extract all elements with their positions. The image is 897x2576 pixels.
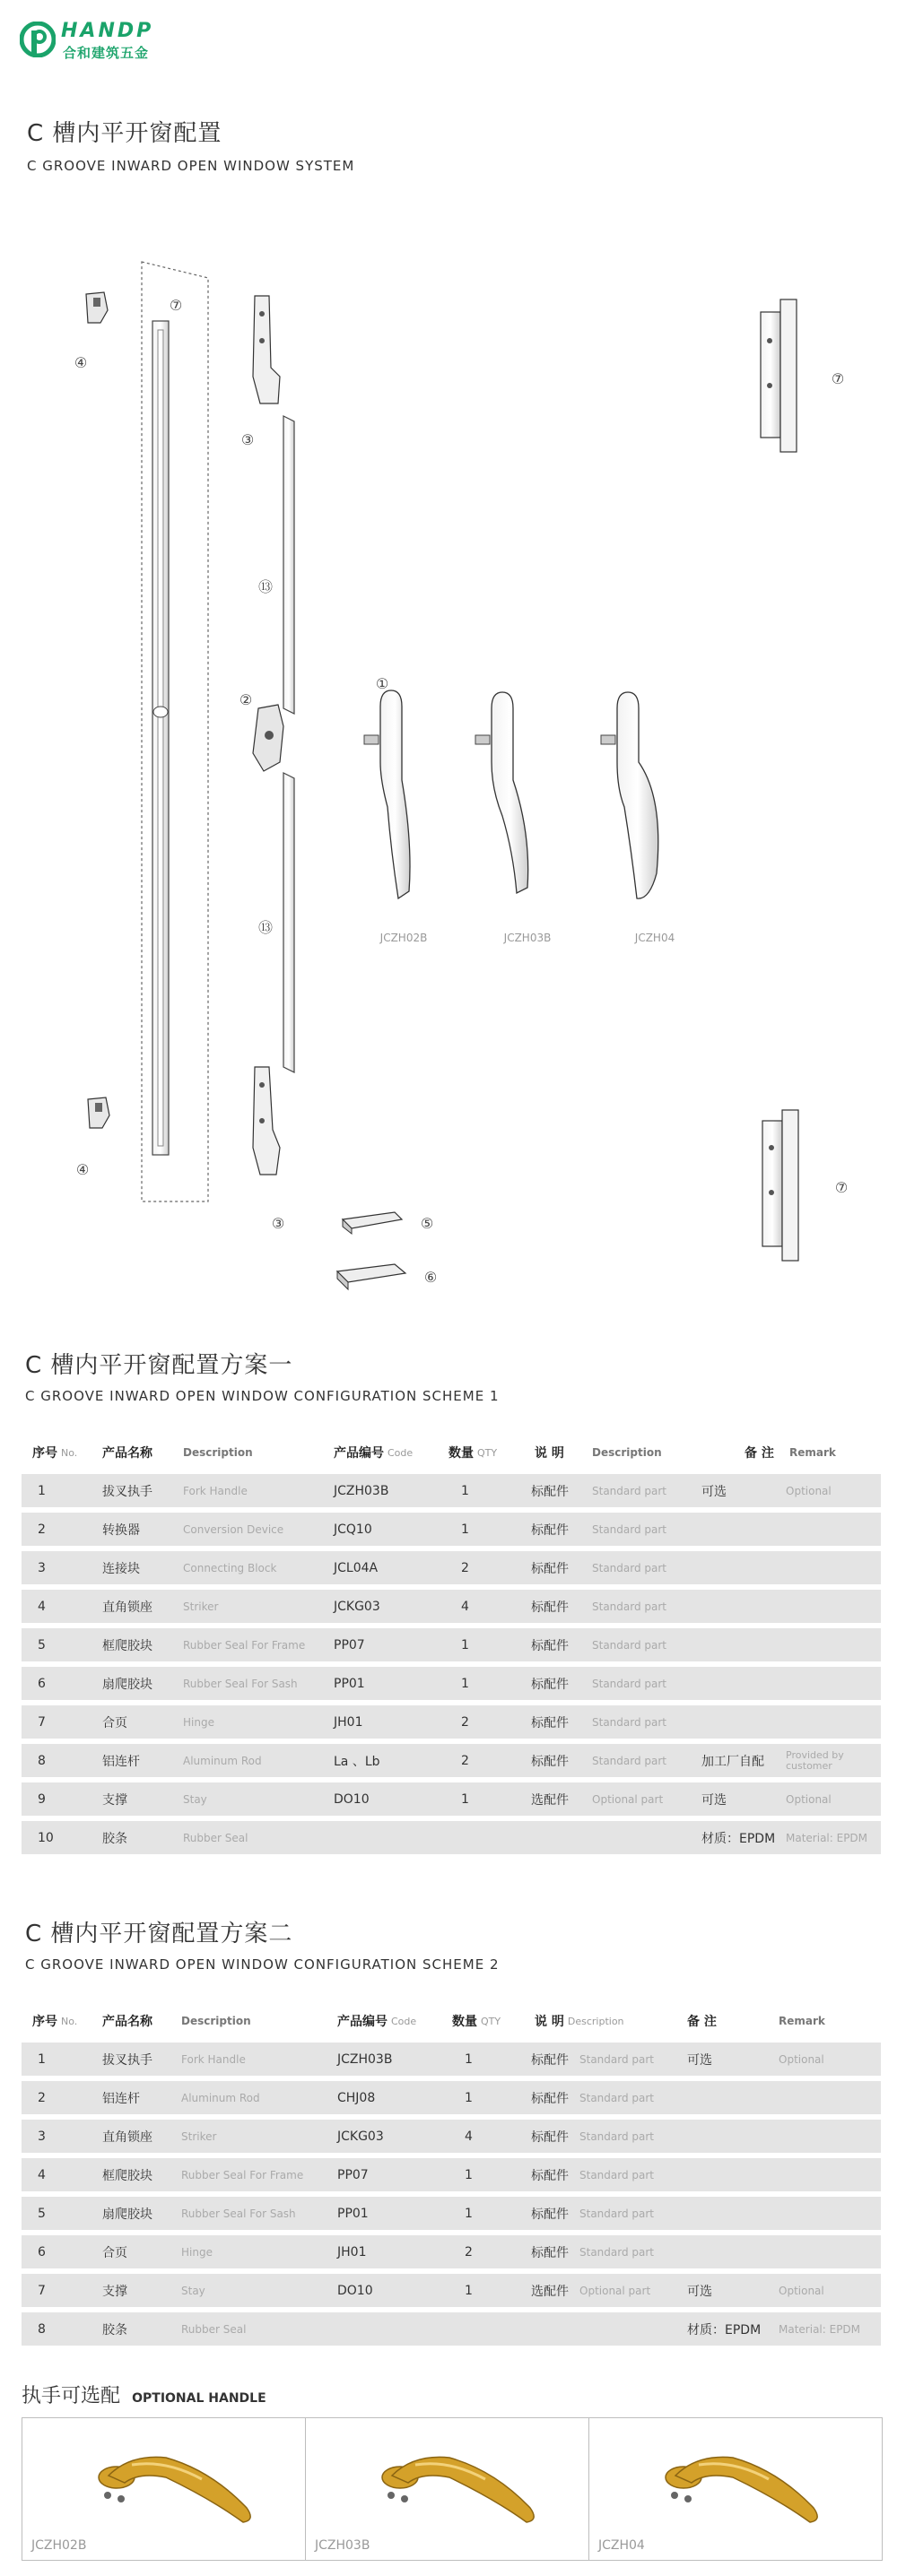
cell-remark_en: Optional <box>779 2052 824 2066</box>
cell-name: 扇爬胶块 <box>102 1677 152 1692</box>
cell-name: 框爬胶块 <box>102 1638 152 1653</box>
cell-desc: Rubber Seal <box>183 1831 248 1844</box>
cell-spec_en: Standard part <box>592 1484 667 1497</box>
cell-remark: 材质：EPDM <box>701 1831 776 1846</box>
gold-handle-icon <box>598 2422 867 2538</box>
callout-4-bottom: ④ <box>75 1161 90 1178</box>
cell-name: 支撑 <box>102 1792 127 1808</box>
header-code: 产品编号 Code <box>334 1446 414 1461</box>
cell-spec_en: Standard part <box>579 2052 655 2066</box>
cell-qty: 1 <box>461 1522 469 1537</box>
cell-spec_en: Standard part <box>592 1600 667 1613</box>
cell-code: PP01 <box>337 2206 369 2221</box>
cell-spec_en: Standard part <box>579 2129 655 2143</box>
cell-desc: Fork Handle <box>181 2052 246 2066</box>
cell-spec_en: Standard part <box>592 1754 667 1767</box>
table-row <box>22 1474 881 1507</box>
cell-remark_en: Optional <box>786 1792 832 1806</box>
table-row <box>22 1667 881 1700</box>
optional-handle-card <box>305 2417 590 2561</box>
cell-spec: 标配件 <box>531 1715 569 1730</box>
cell-name: 拔叉执手 <box>102 1484 152 1499</box>
cell-desc: Rubber Seal <box>181 2322 247 2336</box>
handle-caption: JCZH04 <box>634 932 675 944</box>
callout-4-top: ④ <box>74 354 88 371</box>
cell-no: 8 <box>38 2321 46 2337</box>
cell-no: 4 <box>38 2167 46 2182</box>
table-row <box>22 1551 881 1584</box>
cell-desc: Rubber Seal For Frame <box>183 1638 306 1652</box>
cell-code: PP01 <box>334 1676 365 1691</box>
sash-outline <box>142 262 208 1201</box>
handle-caption: JCZH02B <box>379 932 428 944</box>
cell-qty: 1 <box>465 2167 473 2182</box>
hinge-top-part <box>761 299 797 452</box>
cell-qty: 1 <box>465 2051 473 2067</box>
cell-code: JCZH03B <box>337 2051 393 2067</box>
callout-13-bottom: ⑬ <box>257 919 274 936</box>
header-name: 产品名称 <box>102 2015 152 2029</box>
cell-no: 2 <box>38 2090 46 2105</box>
cell-remark: 可选 <box>701 1792 727 1808</box>
callout-1: ① <box>375 675 389 692</box>
optional-handle-caption: JCZH02B <box>31 2538 87 2553</box>
scheme2-table <box>22 2005 881 2351</box>
cell-qty: 1 <box>461 1676 469 1691</box>
cell-spec_en: Standard part <box>592 1677 667 1690</box>
cell-no: 7 <box>38 1714 46 1730</box>
header-name: 产品名称 <box>102 1446 152 1461</box>
cell-spec: 标配件 <box>531 2129 569 2145</box>
cell-name: 框爬胶块 <box>102 2168 152 2183</box>
cell-name: 胶条 <box>102 2322 127 2337</box>
scheme1-title: C 槽内平开窗配置方案一 <box>25 1352 293 1379</box>
cell-no: 7 <box>38 2283 46 2298</box>
rubber-seal-frame-part <box>343 1212 402 1234</box>
cell-code: JCL04A <box>334 1560 379 1575</box>
optional-handle-caption: JCZH04 <box>598 2538 645 2553</box>
cell-desc: Aluminum Rod <box>183 1754 262 1767</box>
cell-spec_en: Standard part <box>579 2245 655 2259</box>
table-row <box>22 2274 881 2307</box>
brand-name-cn: 合和建筑五金 <box>63 45 150 61</box>
cell-spec: 标配件 <box>531 1561 569 1576</box>
cell-code: JCKG03 <box>337 2129 384 2144</box>
callout-2: ② <box>239 691 253 708</box>
table-row <box>22 1821 881 1854</box>
table-header <box>22 1436 881 1469</box>
cell-name: 连接块 <box>102 1561 140 1576</box>
cell-spec: 标配件 <box>531 2091 569 2106</box>
optional-handle-card <box>22 2417 307 2561</box>
cell-name: 直角锁座 <box>102 2129 152 2145</box>
cell-qty: 1 <box>465 2206 473 2221</box>
cell-desc: Stay <box>181 2284 205 2297</box>
handle-caption: JCZH03B <box>503 932 552 944</box>
cell-name: 胶条 <box>102 1831 127 1846</box>
cell-spec: 标配件 <box>531 1638 569 1653</box>
cell-spec: 选配件 <box>531 1792 569 1808</box>
cell-name: 合页 <box>102 1715 127 1730</box>
cell-spec: 标配件 <box>531 2245 569 2260</box>
brand-mark-icon <box>20 22 56 57</box>
cell-remark: 可选 <box>687 2284 712 2299</box>
cell-spec: 标配件 <box>531 2052 569 2068</box>
table-row <box>22 2043 881 2076</box>
cell-remark: 加工厂自配 <box>701 1754 764 1769</box>
handle-jczh02b-part <box>364 690 410 898</box>
cell-name: 铝连杆 <box>102 2091 140 2106</box>
cell-code: La 、Lb <box>334 1754 380 1769</box>
cell-qty: 1 <box>465 2283 473 2298</box>
page-subtitle: C GROOVE INWARD OPEN WINDOW SYSTEM <box>27 158 355 174</box>
cell-remark: 可选 <box>701 1484 727 1499</box>
header-desc: Description <box>181 2015 251 2027</box>
cell-name: 转换器 <box>102 1522 140 1538</box>
scheme1-table <box>22 1436 881 1860</box>
header-no: 序号 No. <box>32 2015 78 2029</box>
cell-spec_en: Standard part <box>592 1638 667 1652</box>
cell-remark: 可选 <box>687 2052 712 2068</box>
header-no: 序号 No. <box>32 1446 78 1461</box>
cell-spec_en: Standard part <box>592 1561 667 1574</box>
table-row <box>22 1705 881 1739</box>
cell-spec: 标配件 <box>531 1754 569 1769</box>
cell-desc: Hinge <box>183 1715 214 1729</box>
hinge-bottom-part <box>762 1110 798 1261</box>
cell-spec: 标配件 <box>531 1600 569 1615</box>
callout-7-top: ⑦ <box>831 370 845 387</box>
cell-no: 1 <box>38 1483 46 1498</box>
callout-7-bottom: ⑦ <box>834 1179 849 1196</box>
rubber-seal-sash-part <box>337 1264 405 1289</box>
cell-name: 铝连杆 <box>102 1754 140 1769</box>
optional-handle-title-en: OPTIONAL HANDLE <box>132 2391 266 2406</box>
cell-no: 6 <box>38 1676 46 1691</box>
cell-spec_en: Optional part <box>579 2284 651 2297</box>
gold-handle-icon <box>315 2422 584 2538</box>
optional-handle-caption: JCZH03B <box>315 2538 370 2553</box>
cell-spec: 标配件 <box>531 1522 569 1538</box>
cell-qty: 2 <box>461 1714 469 1730</box>
cell-spec_en: Standard part <box>592 1715 667 1729</box>
header-qty: 数量 QTY <box>448 1446 498 1461</box>
header-desc: Description <box>183 1446 253 1459</box>
cell-code: JH01 <box>337 2244 367 2259</box>
cell-desc: Striker <box>183 1600 219 1613</box>
callout-5: ⑤ <box>420 1215 434 1232</box>
cell-code: PP07 <box>334 1637 365 1652</box>
header-code: 产品编号 Code <box>337 2015 417 2029</box>
cell-qty: 1 <box>465 2090 473 2105</box>
scheme1-subtitle: C GROOVE INWARD OPEN WINDOW CONFIGURATION SCHEME 1 <box>25 1388 500 1404</box>
optional-handle-title-cn: 执手可选配 <box>22 2385 121 2407</box>
connecting-block-bottom-part <box>253 1067 280 1175</box>
cell-spec_en: Standard part <box>579 2168 655 2181</box>
cell-no: 1 <box>38 2051 46 2067</box>
cell-desc: Hinge <box>181 2245 213 2259</box>
callout-3-bottom: ③ <box>271 1215 285 1232</box>
table-row <box>22 2312 881 2346</box>
cell-code: JCZH03B <box>334 1483 389 1498</box>
cell-name: 直角锁座 <box>102 1600 152 1615</box>
header-qty: 数量 QTY <box>452 2015 501 2029</box>
cell-spec_en: Standard part <box>592 1522 667 1536</box>
cell-qty: 4 <box>461 1599 469 1614</box>
table-row <box>22 2158 881 2191</box>
table-row <box>22 2235 881 2268</box>
cell-no: 2 <box>38 1522 46 1537</box>
cell-qty: 2 <box>465 2244 473 2259</box>
brand-name-en: HANDP <box>61 20 154 42</box>
cell-qty: 1 <box>461 1791 469 1807</box>
cell-qty: 2 <box>461 1753 469 1768</box>
cell-desc: Rubber Seal For Frame <box>181 2168 304 2181</box>
table-row <box>22 2081 881 2114</box>
table-row <box>22 1513 881 1546</box>
aluminum-rod-part <box>152 321 169 1155</box>
cell-no: 3 <box>38 2129 46 2144</box>
cell-remark: 材质：EPDM <box>687 2322 762 2337</box>
cell-qty: 4 <box>465 2129 473 2144</box>
table-row <box>22 1628 881 1661</box>
cell-name: 支撑 <box>102 2284 127 2299</box>
cell-code: JCQ10 <box>334 1522 372 1537</box>
cell-desc: Rubber Seal For Sash <box>183 1677 298 1690</box>
cell-name: 拔叉执手 <box>102 2052 152 2068</box>
brand-logo <box>20 20 199 63</box>
gold-handle-icon <box>31 2422 300 2538</box>
scheme2-title: C 槽内平开窗配置方案二 <box>25 1921 293 1947</box>
striker-top-part <box>86 292 108 323</box>
handle-jczh03b-part <box>475 692 528 893</box>
cell-qty: 2 <box>461 1560 469 1575</box>
callout-7-sash: ⑦ <box>169 297 183 314</box>
cell-qty: 1 <box>461 1637 469 1652</box>
cell-spec: 标配件 <box>531 2168 569 2183</box>
cell-remark_en: Provided by customer <box>786 1748 844 1772</box>
table-row <box>22 1744 881 1777</box>
cell-no: 10 <box>38 1830 54 1845</box>
exploded-diagram <box>18 224 879 1300</box>
header-spec: 说 明 <box>535 1446 564 1461</box>
cell-qty: 1 <box>461 1483 469 1498</box>
cell-no: 5 <box>38 1637 46 1652</box>
cell-spec_en: Optional part <box>592 1792 664 1806</box>
cell-spec: 标配件 <box>531 2207 569 2222</box>
header-remark: 备 注 <box>745 1446 774 1461</box>
cell-desc: Fork Handle <box>183 1484 248 1497</box>
cell-desc: Stay <box>183 1792 207 1806</box>
striker-bottom-part <box>88 1097 109 1128</box>
cell-spec: 选配件 <box>531 2284 569 2299</box>
cell-name: 扇爬胶块 <box>102 2207 152 2222</box>
table-row <box>22 1590 881 1623</box>
cell-name: 合页 <box>102 2245 127 2260</box>
cell-remark_en: Optional <box>779 2284 824 2297</box>
connecting-block-top-part <box>253 296 280 403</box>
cell-desc: Connecting Block <box>183 1561 277 1574</box>
callout-3-top: ③ <box>240 431 255 448</box>
cell-spec: 标配件 <box>531 1484 569 1499</box>
cell-code: DO10 <box>337 2283 373 2298</box>
cell-code: JH01 <box>334 1714 363 1730</box>
optional-handle-card <box>588 2417 883 2561</box>
header-remark-en: Remark <box>789 1446 836 1459</box>
cell-desc: Conversion Device <box>183 1522 284 1536</box>
scheme2-subtitle: C GROOVE INWARD OPEN WINDOW CONFIGURATION SCHEME 2 <box>25 1956 500 1973</box>
cell-spec_en: Standard part <box>579 2091 655 2104</box>
header-remark-en: Remark <box>779 2015 825 2027</box>
table-row <box>22 2120 881 2153</box>
cell-remark_en: Material: EPDM <box>779 2322 861 2336</box>
cell-spec: 标配件 <box>531 1677 569 1692</box>
header-remark: 备 注 <box>687 2015 717 2029</box>
cell-remark_en: Optional <box>786 1484 832 1497</box>
cell-desc: Rubber Seal For Sash <box>181 2207 296 2220</box>
cell-remark_en: Material: EPDM <box>786 1831 868 1844</box>
lower-rod-part <box>283 773 294 1072</box>
cell-desc: Aluminum Rod <box>181 2091 260 2104</box>
conversion-device-part <box>253 705 283 771</box>
cell-code: PP07 <box>337 2167 369 2182</box>
table-row <box>22 2197 881 2230</box>
cell-desc: Striker <box>181 2129 217 2143</box>
cell-no: 4 <box>38 1599 46 1614</box>
cell-no: 9 <box>38 1791 46 1807</box>
callout-13-top: ⑬ <box>257 578 274 595</box>
upper-rod-part <box>283 416 294 714</box>
cell-no: 3 <box>38 1560 46 1575</box>
handle-jczh04-part <box>601 692 658 898</box>
cell-spec_en: Standard part <box>579 2207 655 2220</box>
header-spec-en: Description <box>592 1446 662 1459</box>
cell-no: 6 <box>38 2244 46 2259</box>
optional-handle-title <box>22 2381 266 2408</box>
cell-no: 5 <box>38 2206 46 2221</box>
callout-6: ⑥ <box>423 1269 438 1286</box>
cell-code: DO10 <box>334 1791 370 1807</box>
table-header <box>22 2005 881 2037</box>
table-row <box>22 1782 881 1816</box>
cell-code: JCKG03 <box>334 1599 380 1614</box>
header-spec: 说 明 Description <box>535 2015 624 2029</box>
cell-code: CHJ08 <box>337 2090 376 2105</box>
page-title: C 槽内平开窗配置 <box>27 120 222 147</box>
cell-no: 8 <box>38 1753 46 1768</box>
